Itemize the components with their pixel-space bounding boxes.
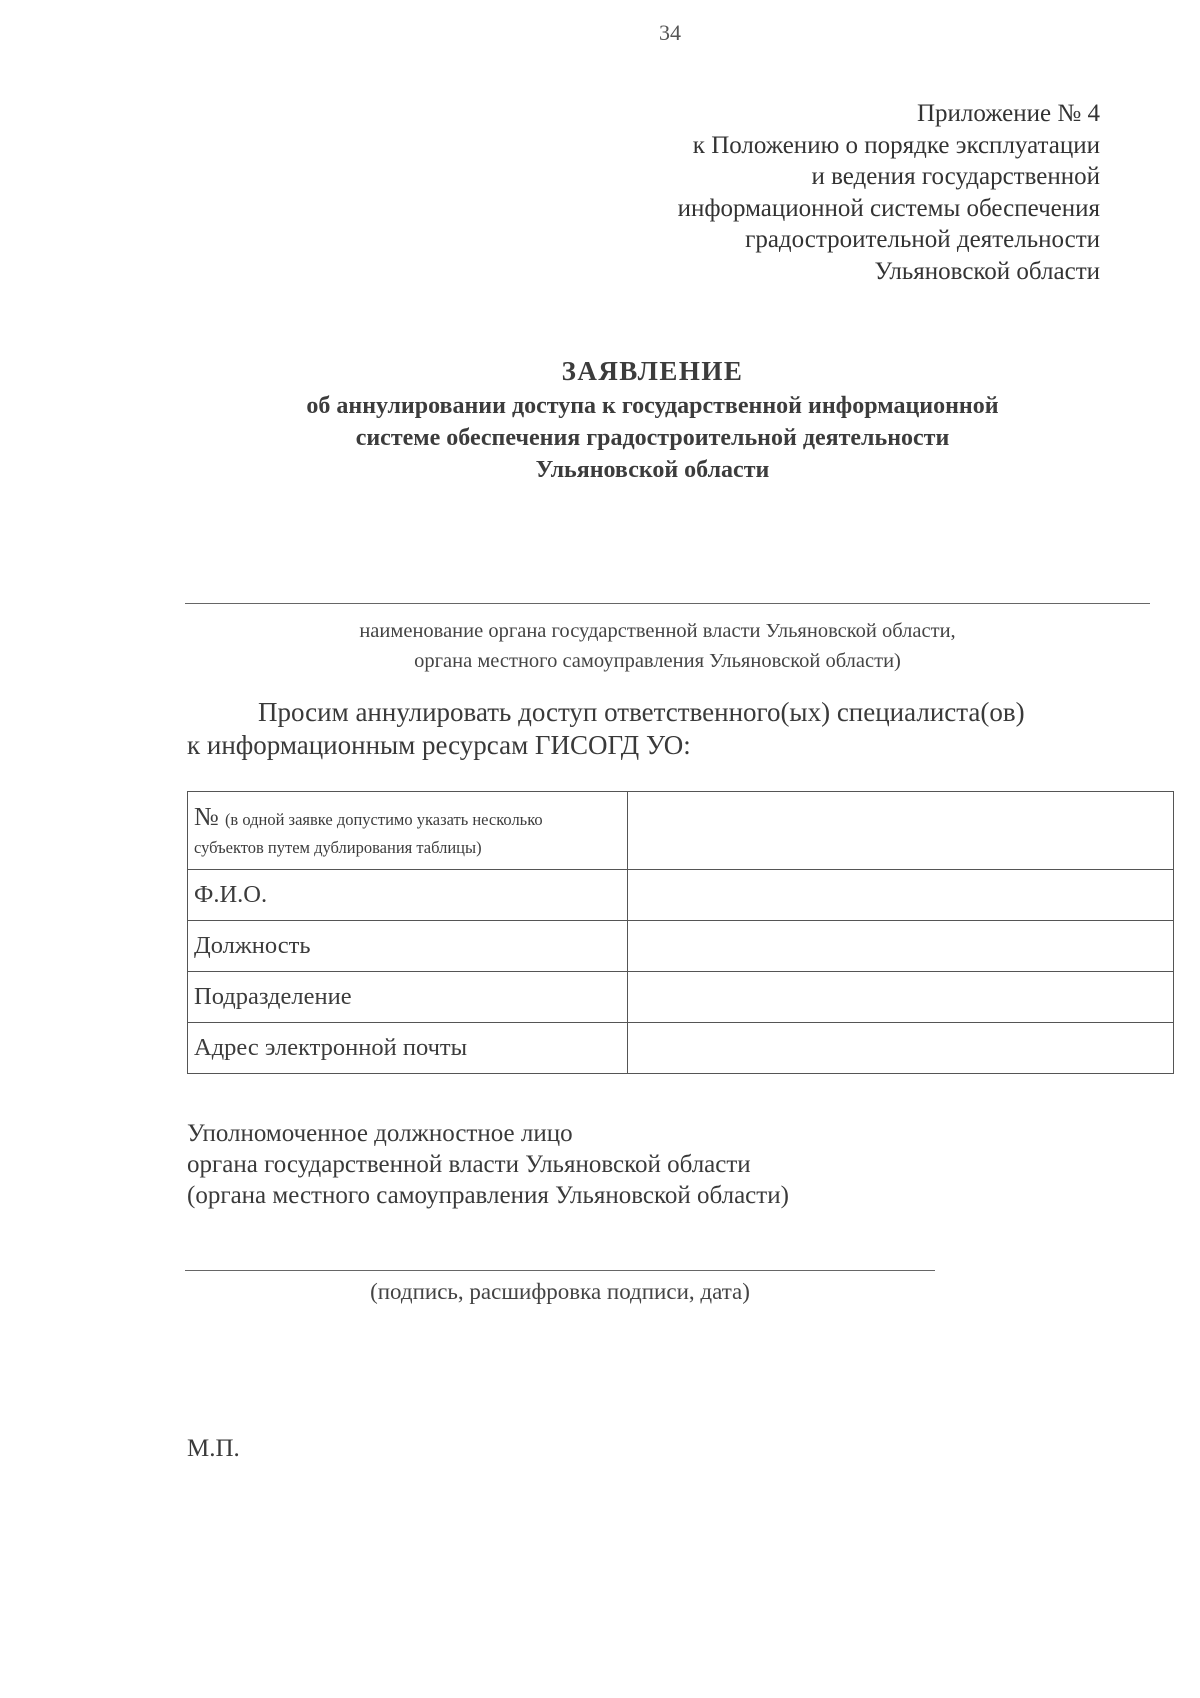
subject-table	[187, 791, 1174, 1074]
row-label: Должность	[188, 921, 628, 972]
official-line: (органа местного самоуправления Ульяновской области)	[187, 1182, 789, 1209]
appendix-line: и ведения государственной	[811, 163, 1100, 190]
appendix-line: к Положению о порядке эксплуатации	[692, 131, 1100, 159]
appendix-line: Приложение № 4	[916, 100, 1100, 127]
number-note: субъектов путем дублирования таблицы)	[194, 837, 482, 857]
position-value-cell[interactable]	[628, 921, 1174, 972]
org-name-caption	[0, 616, 1200, 676]
signature-blank-line[interactable]	[185, 1270, 935, 1271]
request-line: к информационным ресурсам ГИСОГД УО:	[187, 730, 691, 760]
title-sub-line: системе обеспечения градостроительной деятельности	[355, 425, 950, 451]
row-label: Подразделение	[188, 972, 628, 1023]
appendix-line: Ульяновской области	[874, 257, 1100, 285]
number-label-cell	[188, 792, 628, 870]
table-row-number	[188, 792, 1174, 870]
email-value-cell[interactable]	[628, 1023, 1174, 1074]
row-label: Ф.И.О.	[188, 870, 628, 921]
number-sign: №	[194, 801, 219, 831]
number-note: (в одной заявке допустимо указать несколько	[224, 809, 543, 829]
official-line: органа государственной власти Ульяновской области	[187, 1151, 751, 1178]
appendix-header	[678, 98, 1100, 287]
table-row	[188, 921, 1174, 972]
row-label: Адрес электронной почты	[188, 1023, 628, 1074]
table-row	[188, 972, 1174, 1023]
number-value-cell[interactable]	[628, 792, 1174, 870]
department-value-cell[interactable]	[628, 972, 1174, 1023]
request-paragraph	[187, 696, 1117, 762]
table-row	[188, 1023, 1174, 1074]
org-name-blank-line[interactable]	[185, 603, 1150, 604]
org-caption-line: наименование органа государственной власти Ульяновской области,	[359, 620, 956, 642]
stamp-place-label: М.П.	[187, 1435, 240, 1462]
request-line: Просим аннулировать доступ ответственного(ых) специалиста(ов)	[258, 697, 1025, 727]
org-caption-line: органа местного самоуправления Ульяновской области)	[414, 650, 901, 672]
table-row	[188, 870, 1174, 921]
document-title	[0, 352, 1200, 486]
full-name-value-cell[interactable]	[628, 870, 1174, 921]
official-line: Уполномоченное должностное лицо	[187, 1120, 573, 1147]
appendix-line: градостроительной деятельности	[745, 226, 1100, 253]
page-number: 34	[659, 20, 681, 45]
signature-caption: (подпись, расшифровка подписи, дата)	[370, 1279, 750, 1304]
title-sub-line: об аннулировании доступа к государственной информационной	[306, 393, 999, 419]
title-sub-line: Ульяновской области	[535, 457, 770, 483]
title-main: ЗАЯВЛЕНИЕ	[561, 356, 744, 386]
authorized-official-block	[187, 1118, 789, 1211]
appendix-line: информационной системы обеспечения	[677, 194, 1100, 222]
